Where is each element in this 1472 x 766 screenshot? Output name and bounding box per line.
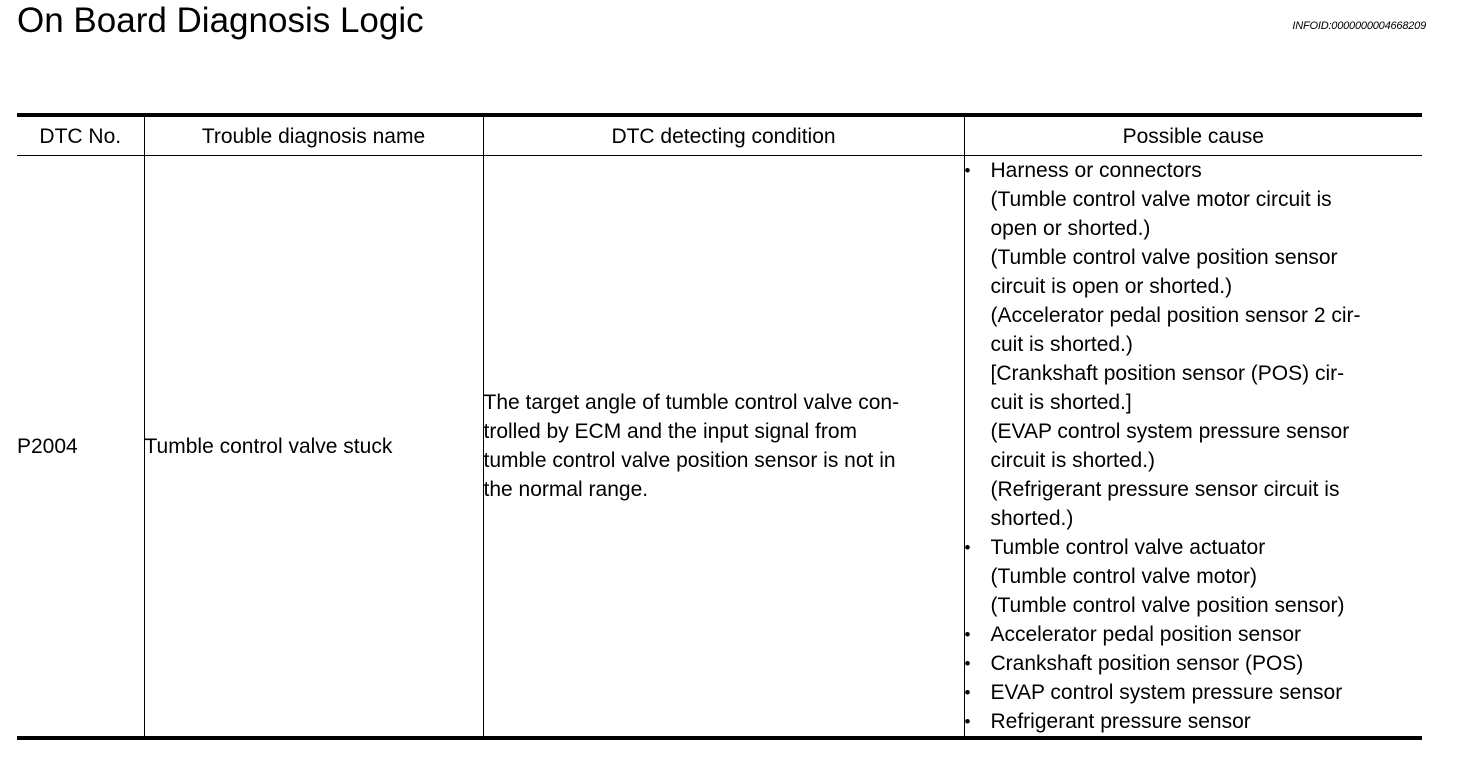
possible-causes [964,156,1422,739]
cause-detail: [Crankshaft position sensor (POS) cir- [990,362,1345,385]
cause-detail: (EVAP control system pressure sensor [990,420,1350,443]
dtc-number: P2004 [17,434,78,458]
column-header-dtc-no: DTC No. [17,115,144,156]
dtc-table [17,113,1422,740]
diagnosis-name: Tumble control valve stuck [144,156,483,739]
condition-line: The target angle of tumble control valve con- [483,391,900,414]
cause-detail: cuit is shorted.] [990,391,1132,414]
column-header-possible-cause: Possible cause [964,115,1422,156]
cause-detail: circuit is shorted.) [990,449,1156,472]
cause-list [965,156,1423,736]
cause-label: • Tumble control valve actuator [990,536,1266,559]
cause-item [965,678,1423,707]
cause-label: • Harness or connectors [990,159,1202,182]
column-header-diagnosis-name: Trouble diagnosis name [144,115,483,156]
cause-item [965,620,1423,649]
page-title: On Board Diagnosis Logic [17,1,424,40]
cause-detail: (Tumble control valve position sensor [990,246,1338,269]
cause-detail: (Tumble control valve motor) [990,565,1257,588]
cause-detail: shorted.) [990,507,1074,530]
table-row [17,156,1422,739]
cause-item [965,533,1423,620]
table-header-row [17,115,1422,156]
cause-detail: (Tumble control valve motor circuit is [990,188,1332,211]
cause-label: • EVAP control system pressure sensor [990,681,1343,704]
condition-line: tumble control valve position sensor is not in [483,449,896,472]
column-header-detecting-condition: DTC detecting condition [483,115,964,156]
cause-detail: (Tumble control valve position sensor) [990,594,1345,617]
cause-detail: (Accelerator pedal position sensor 2 cir- [990,304,1361,327]
cause-detail: open or shorted.) [990,217,1151,240]
cause-detail: (Refrigerant pressure sensor circuit is [990,478,1340,501]
cause-item [965,649,1423,678]
condition-line: the normal range. [483,478,649,501]
detecting-condition [483,156,964,739]
info-id: INFOID:0000000004668209 [1292,20,1426,32]
cause-item [965,707,1423,736]
condition-line: trolled by ECM and the input signal from [483,420,858,443]
cause-label: • Accelerator pedal position sensor [990,623,1302,646]
cause-item [965,156,1423,533]
cause-detail: circuit is open or shorted.) [990,275,1233,298]
cause-detail: cuit is shorted.) [990,333,1133,356]
cause-label: • Refrigerant pressure sensor [990,710,1251,733]
cause-label: • Crankshaft position sensor (POS) [990,652,1304,675]
